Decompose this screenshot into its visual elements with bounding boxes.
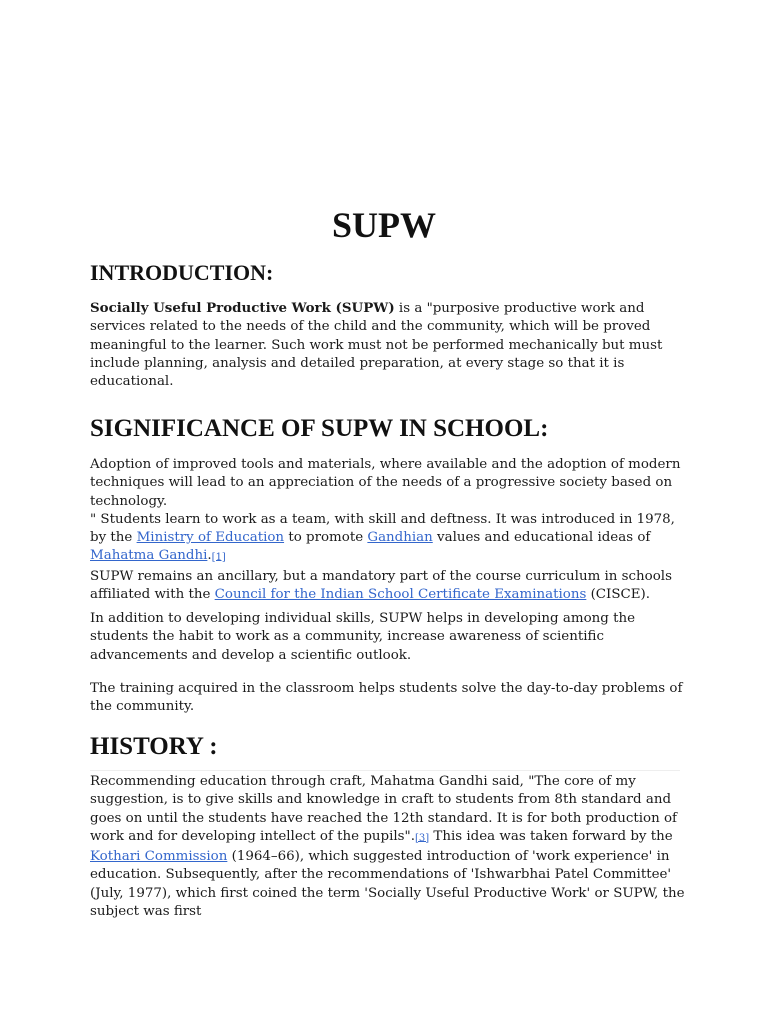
intro-text: is a "purposive productive work and services related to the needs of the child and the community, which will be proved meaningful to the learner. Such work must not be performed mechanically but must include planning, analysis and detailed preparation, at every stage so that it is educational. — [90, 301, 663, 390]
intro-bold-term: Socially Useful Productive Work (SUPW) — [90, 300, 395, 316]
significance-section — [90, 456, 690, 604]
reference-link-3[interactable]: [3] — [414, 832, 430, 844]
intro-paragraph — [90, 299, 690, 391]
link-kothari-commission[interactable]: Kothari Commission — [90, 849, 228, 865]
heading-introduction: INTRODUCTION: — [90, 260, 274, 285]
divider — [90, 770, 680, 771]
heading-history: HISTORY : — [90, 733, 218, 760]
link-ministry-of-education[interactable]: Ministry of Education — [136, 530, 285, 546]
link-mahatma-gandhi[interactable]: Mahatma Gandhi — [90, 548, 208, 564]
significance-paragraph-3: SUPW remains an ancillary, but a mandatory part of the course curriculum in schools affiliated with the Council for the Indian School Certificate Examinations (CISCE). — [90, 568, 672, 603]
history-paragraph: Recommending education through craft, Mahatma Gandhi said, "The core of my suggestion, is to give skills and knowledge in craft to students from 8th standard and goes on until the students have reached the 12th standard. It is for both production of work and for developing intellect of the pupils".[3] This idea was taken forward by the Kothari Commission (1964–66), which suggested introduction of 'work experience' in education. Subsequently, after the recommendations of 'Ishwarbhai Patel Committee' (July, 1977), which first coined the term 'Socially Useful Productive Work' or SUPW, the subject was first — [90, 774, 685, 920]
significance-paragraph-1: Adoption of improved tools and materials, where available and the adoption of modern techniques will lead to an appreciation of the needs of a progressive society based on technology. — [90, 457, 681, 509]
page-title: SUPW — [331, 205, 436, 245]
heading-significance: SIGNIFICANCE OF SUPW IN SCHOOL: — [90, 415, 549, 442]
link-cisce[interactable]: Council for the Indian School Certificate Examinations — [214, 587, 587, 603]
significance-paragraph-4: In addition to developing individual skills, SUPW helps in developing among the students the habit to work as a community, increase awareness of scientific advancements and develop a scientific outlook. — [90, 611, 636, 663]
link-gandhian[interactable]: Gandhian — [367, 530, 433, 546]
significance-paragraph-5: The training acquired in the classroom helps students solve the day-to-day problems of the community. — [90, 681, 683, 715]
significance-paragraph-2: " Students learn to work as a team, with skill and deftness. It was introduced in 1978, by the Ministry of Education to promote Gandhian values and educational ideas of Mahatma Gandhi.[1] — [90, 511, 675, 564]
reference-link-1[interactable]: [1] — [211, 552, 226, 564]
